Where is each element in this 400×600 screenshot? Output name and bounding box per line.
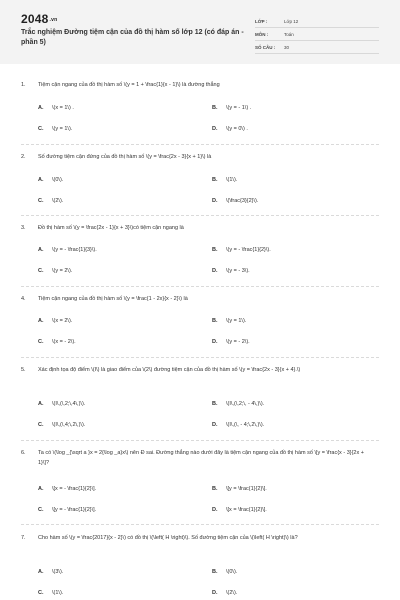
option-letter: A.: [38, 247, 44, 253]
option-letter: A.: [38, 401, 44, 407]
option-text: \(y = - \frac{1}{3}\).: [52, 247, 97, 253]
option-d[interactable]: [212, 125, 248, 133]
meta-value: 30: [284, 44, 290, 50]
meta-label: MÔN :: [255, 31, 269, 37]
meta-label: LỚP :: [255, 18, 268, 24]
option-text: \(y = - 1\) .: [226, 105, 252, 111]
option-a[interactable]: [38, 317, 72, 325]
option-c[interactable]: [38, 506, 96, 514]
question-number: 1.: [21, 82, 26, 88]
header: [0, 0, 400, 64]
question-divider: [21, 215, 379, 216]
option-letter: C.: [38, 198, 44, 204]
option-text: \[x = \frac{1}{2}\].: [226, 507, 267, 513]
option-letter: B.: [212, 318, 218, 324]
option-letter: D.: [212, 590, 218, 596]
option-letter: C.: [38, 507, 44, 513]
option-a[interactable]: [38, 176, 63, 184]
option-a[interactable]: [38, 568, 63, 576]
option-text: \(0\).: [52, 177, 64, 183]
option-c[interactable]: [38, 589, 63, 597]
meta-row-class: [255, 15, 379, 28]
option-letter: C.: [38, 339, 44, 345]
meta-value: Toán: [284, 31, 294, 37]
option-letter: B.: [212, 486, 218, 492]
option-letter: D.: [212, 507, 218, 513]
page-title: Trắc nghiệm Đường tiệm cận của đồ thị hàm số lớp 12 (có đáp án - phần 5): [21, 29, 244, 46]
option-letter: B.: [212, 569, 218, 575]
option-b[interactable]: [212, 104, 251, 112]
question-text: Ta có \(\log _{\sqrt a }x = 2{\log _a}x\) nên Đ sai. Đường thẳng nào dưới đây là tiệm cận ngang của đồ thị hàm số \[y = \frac{x - 3}{2x + 1}\]?: [38, 450, 364, 466]
option-letter: A.: [38, 569, 44, 575]
option-text: \(x = - 2\).: [52, 339, 76, 345]
option-c[interactable]: [38, 267, 72, 275]
site-logo[interactable]: [21, 12, 57, 26]
option-text: \(y = 0\) .: [226, 126, 248, 132]
question-number: 3.: [21, 225, 26, 231]
option-letter: A.: [38, 486, 44, 492]
option-text: \(I\,(\, - 4;\,2\,)\).: [226, 422, 265, 428]
question-text-wrap: [21, 80, 381, 90]
option-c[interactable]: [38, 197, 63, 205]
option-text: \(I\,(\,4;\,2\,)\).: [52, 422, 86, 428]
question-text-wrap: [21, 223, 381, 233]
question-text-wrap: [21, 294, 381, 304]
option-letter: A.: [38, 105, 44, 111]
option-text: \(x = 2\).: [52, 318, 73, 324]
option-letter: D.: [212, 198, 218, 204]
question-number: 5.: [21, 367, 26, 373]
meta-info: [255, 15, 379, 54]
question-divider: [21, 357, 379, 358]
option-d[interactable]: [212, 267, 250, 275]
option-text: \[y = - \frac{1}{2}\].: [52, 507, 97, 513]
option-a[interactable]: [38, 485, 96, 493]
question-divider: [21, 144, 379, 145]
meta-row-count: [255, 41, 379, 54]
option-b[interactable]: [212, 400, 264, 408]
question-divider: [21, 286, 379, 287]
question-number: 2.: [21, 154, 26, 160]
option-b[interactable]: [212, 568, 237, 576]
option-text: \(1\).: [226, 177, 238, 183]
option-text: \(y = 1\).: [226, 318, 247, 324]
option-a[interactable]: [38, 104, 74, 112]
question-text: Số đường tiệm cận đứng của đồ thị hàm số \(y = \frac{2x - 3}{x + 1}\) là: [38, 154, 212, 160]
option-d[interactable]: [212, 338, 250, 346]
option-letter: C.: [38, 268, 44, 274]
option-letter: B.: [212, 177, 218, 183]
option-text: \(I\,(\,2;\, - 4\,)\).: [226, 401, 265, 407]
option-c[interactable]: [38, 338, 76, 346]
option-d[interactable]: [212, 421, 264, 429]
option-text: \(y = - 3\).: [226, 268, 250, 274]
question-number: 6.: [21, 450, 26, 456]
option-letter: B.: [212, 247, 218, 253]
option-letter: D.: [212, 126, 218, 132]
option-text: \(y = - 2\).: [226, 339, 250, 345]
question-text: Cho hàm số \(y = \frac{2017}{x - 2}\) có đồ thị \(\left( H \right)\). Số đường tiệm cận của \(\left( H \right)\) là?: [38, 535, 298, 541]
meta-value: Lớp 12: [284, 18, 299, 24]
option-text: \(\frac{3}{2}\).: [226, 198, 259, 204]
question-text: Tiệm cận ngang của đồ thị hàm số \(y = \frac{1 - 2x}{x - 2}\) là: [38, 296, 188, 302]
question-text-wrap: [21, 365, 381, 375]
logo-text: 2048: [21, 12, 49, 26]
option-a[interactable]: [38, 400, 85, 408]
question-text-wrap: [21, 152, 381, 162]
question-number: 7.: [21, 535, 26, 541]
question-divider: [21, 524, 379, 525]
option-letter: C.: [38, 590, 44, 596]
question-text: Đồ thị hàm số \(y = \frac{2x - 1}{x + 3}\)có tiệm cận ngang là: [38, 225, 184, 231]
meta-row-subject: [255, 28, 379, 41]
option-d[interactable]: [212, 506, 267, 514]
option-text: \(y = 1\).: [52, 126, 73, 132]
option-b[interactable]: [212, 317, 246, 325]
option-letter: D.: [212, 268, 218, 274]
option-letter: C.: [38, 422, 44, 428]
option-text: \[x = - \frac{1}{2}\].: [52, 486, 97, 492]
option-text: \(1\).: [52, 590, 64, 596]
option-letter: A.: [38, 318, 44, 324]
option-c[interactable]: [38, 125, 72, 133]
logo-suffix: .vn: [49, 16, 58, 23]
option-b[interactable]: [212, 485, 267, 493]
option-text: \(3\).: [52, 569, 64, 575]
option-d[interactable]: [212, 197, 258, 205]
option-a[interactable]: [38, 246, 97, 254]
option-d[interactable]: [212, 589, 237, 597]
question-text: Xác định tọa độ điểm \(I\) là giao điểm của \(2\) đường tiệm cận của đồ thị hàm số \(y = \frac{2x - 3}{x + 4}.\): [38, 367, 301, 373]
option-letter: D.: [212, 339, 218, 345]
option-letter: B.: [212, 401, 218, 407]
option-text: \(y = - \frac{1}{2}\).: [226, 247, 271, 253]
option-letter: D.: [212, 422, 218, 428]
question-text: Tiệm cận ngang của đồ thị hàm số \(y = 1 + \frac{1}{x - 1}\) là đường thẳng: [38, 82, 220, 88]
option-text: \[y = \frac{1}{2}\].: [226, 486, 267, 492]
question-divider: [21, 440, 379, 441]
option-text: \(2\).: [52, 198, 64, 204]
option-b[interactable]: [212, 176, 237, 184]
option-b[interactable]: [212, 246, 271, 254]
meta-label: SỐ CÂU :: [255, 44, 276, 50]
option-text: \(I\,(\,2;\,4\,)\).: [52, 401, 86, 407]
question-text-wrap: [21, 533, 381, 543]
option-letter: C.: [38, 126, 44, 132]
question-number: 4.: [21, 296, 26, 302]
option-letter: A.: [38, 177, 44, 183]
option-text: \(x = 1\) .: [52, 105, 74, 111]
option-text: \(y = 2\).: [52, 268, 73, 274]
question-text-wrap: [21, 448, 381, 466]
option-letter: B.: [212, 105, 218, 111]
option-c[interactable]: [38, 421, 85, 429]
option-text: \(2\).: [226, 590, 238, 596]
option-text: \(0\).: [226, 569, 238, 575]
